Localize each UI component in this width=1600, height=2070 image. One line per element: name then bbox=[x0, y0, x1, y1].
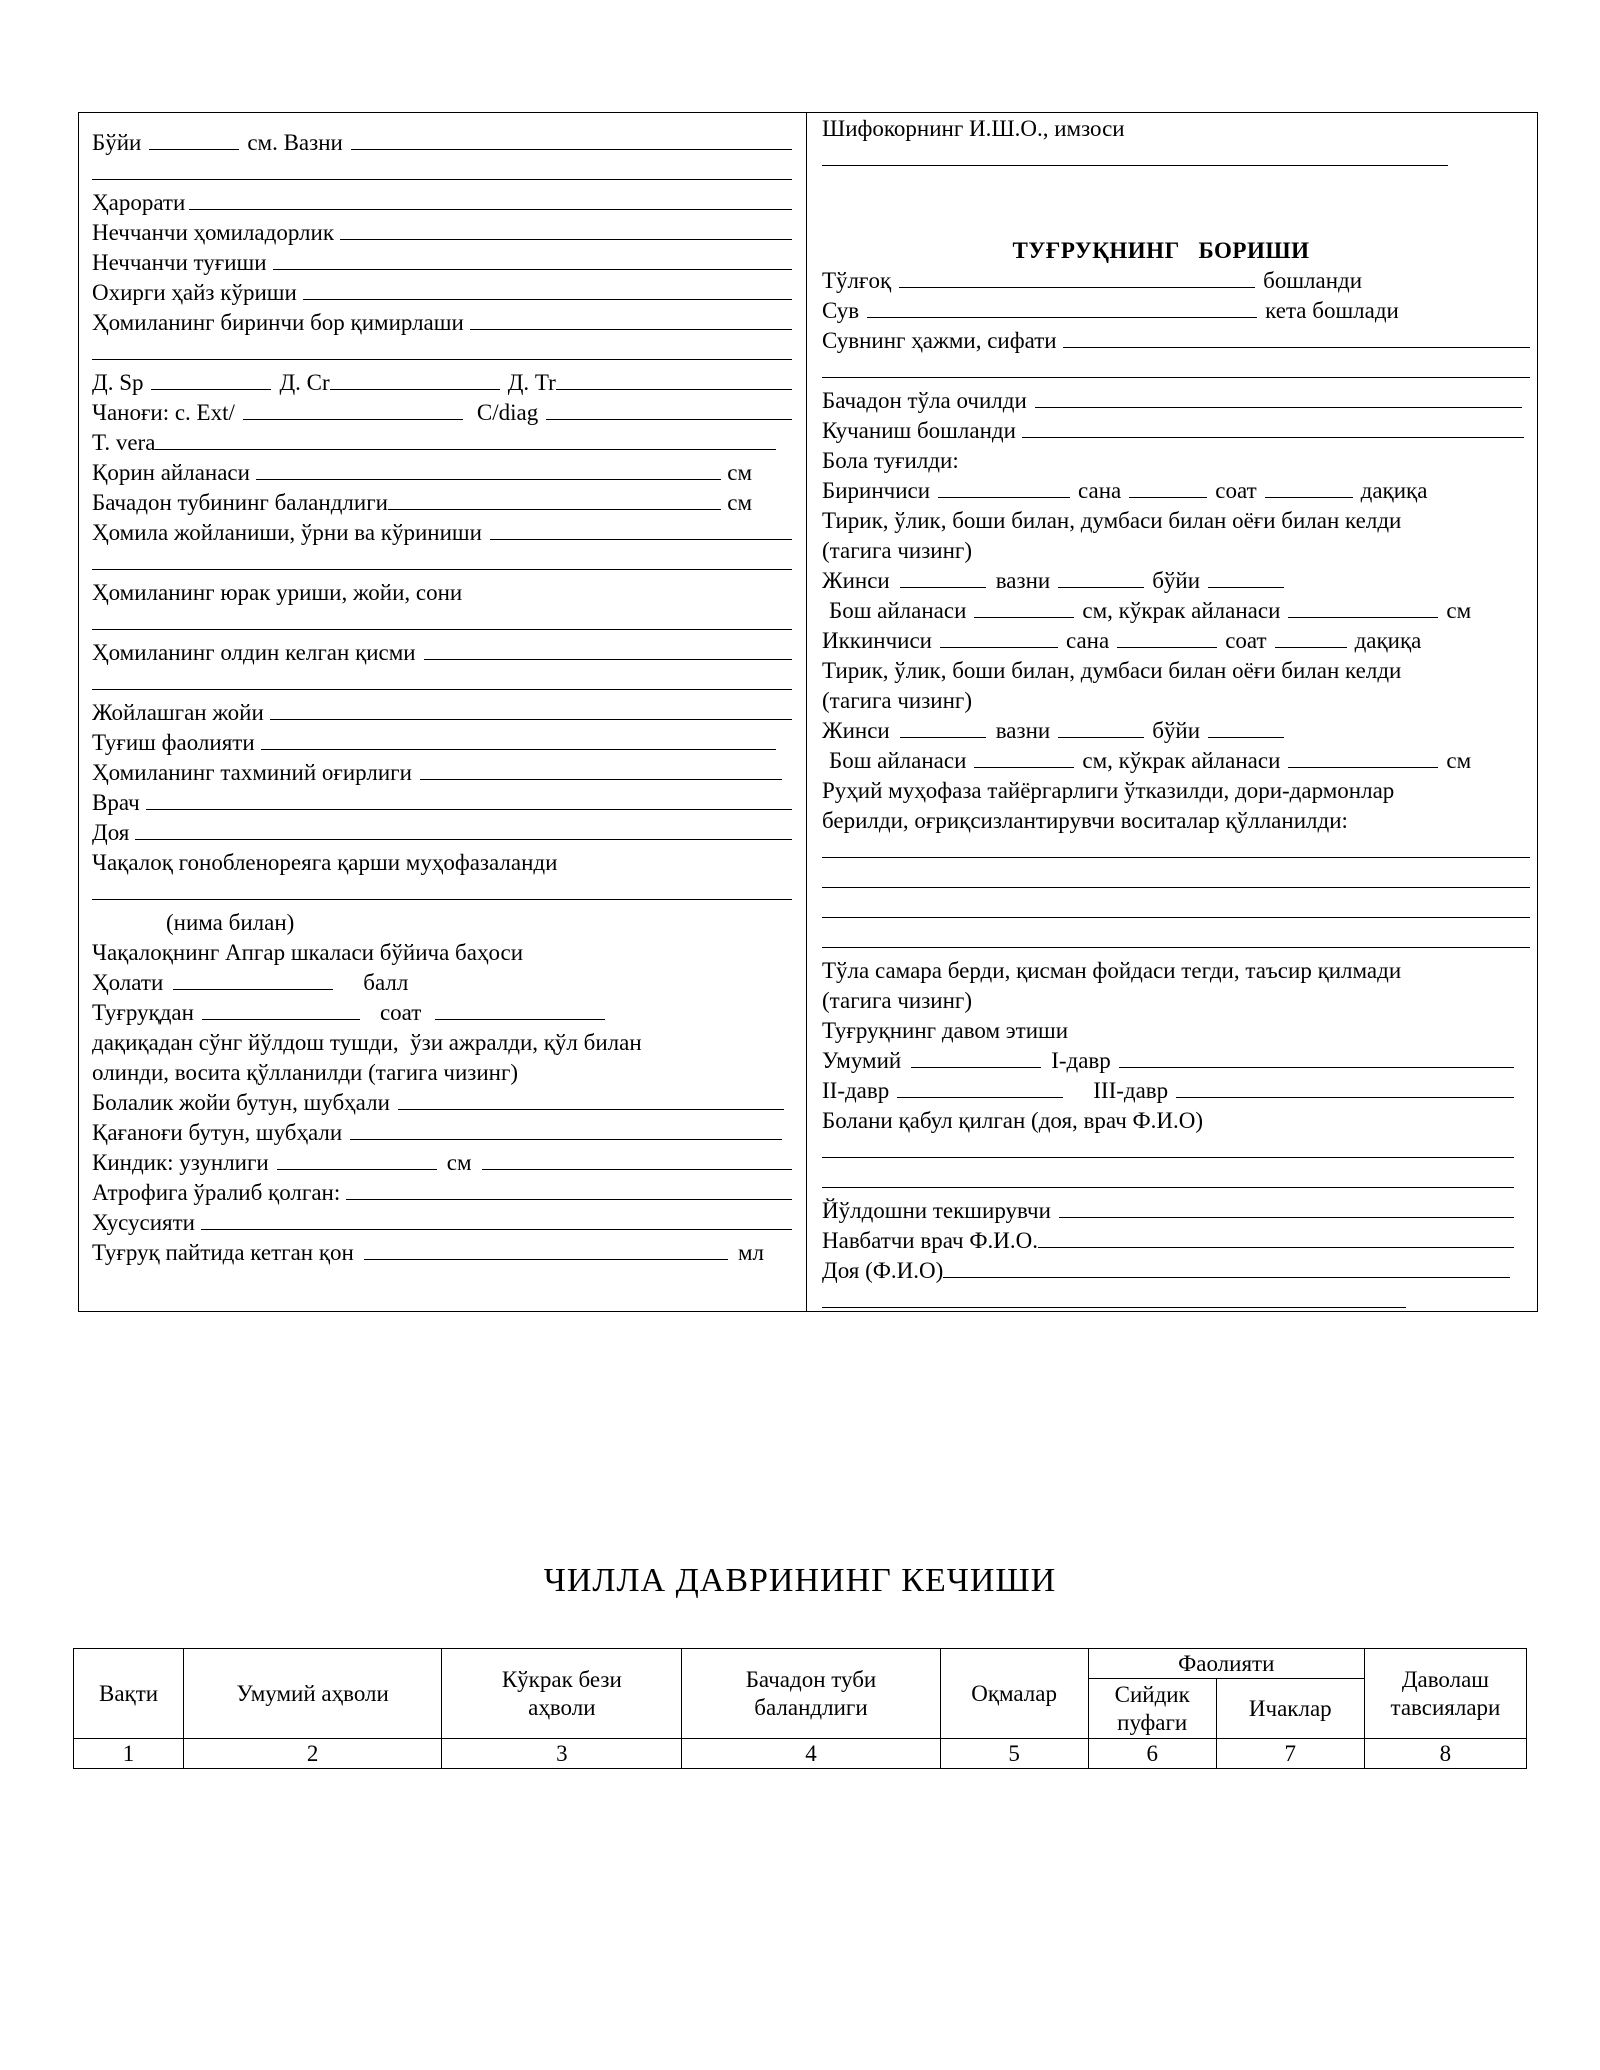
header-uterus-line1: Бачадон туби bbox=[745, 1666, 877, 1692]
water-label: Сув bbox=[822, 298, 860, 323]
header-breast-line1: Кўкрак бези bbox=[501, 1666, 622, 1692]
abdomen-circ-field[interactable] bbox=[256, 458, 721, 480]
temperature-field[interactable] bbox=[189, 188, 792, 210]
unit-ml: мл bbox=[737, 1240, 764, 1265]
first-head-circ-field[interactable] bbox=[974, 596, 1074, 618]
features-field[interactable] bbox=[201, 1208, 792, 1230]
temperature-label: Ҳарорати bbox=[92, 190, 186, 215]
alive-text-line1: Тирик, ўлик, боши билан, думбаси билан оёғи билан келди bbox=[822, 508, 1402, 533]
began-label: бошланди bbox=[1263, 268, 1363, 293]
labor-activity-label: Туғиш фаолияти bbox=[92, 730, 255, 755]
column-number: 3 bbox=[442, 1739, 682, 1769]
unit-cm: см bbox=[727, 460, 752, 485]
placenta-intact-label: Болалик жойи бутун, шубҳали bbox=[92, 1090, 390, 1115]
after-birth-label: Туғруқдан bbox=[92, 1000, 194, 1025]
d-cr-label: Д. Cr bbox=[279, 370, 330, 395]
minute-label: дақиқа bbox=[1360, 478, 1428, 503]
height-weight-row bbox=[92, 128, 792, 158]
duration-label: Туғруқнинг давом этиши bbox=[822, 1018, 1069, 1043]
blank-line[interactable] bbox=[822, 866, 1530, 888]
second-chest-circ-field[interactable] bbox=[1288, 746, 1438, 768]
chest-circ-label: см, кўкрак айланаси bbox=[1082, 748, 1281, 773]
atrophy-label: Атрофига ўралиб қолган: bbox=[92, 1180, 341, 1205]
pelvis-ext-label: Чаноғи: c. Ext/ bbox=[92, 400, 235, 425]
second-height-field[interactable] bbox=[1208, 716, 1284, 738]
column-number: 2 bbox=[184, 1739, 442, 1769]
height-label: Бўйи bbox=[92, 130, 142, 155]
unit-cm: см bbox=[1446, 598, 1472, 623]
c-diag-field[interactable] bbox=[546, 398, 792, 420]
column-number: 7 bbox=[1216, 1739, 1364, 1769]
cord-extra-field[interactable] bbox=[482, 1148, 793, 1170]
first-chest-circ-field[interactable] bbox=[1288, 596, 1438, 618]
header-treatment bbox=[1364, 1649, 1526, 1739]
water-volume-label: Сувнинг ҳажми, сифати bbox=[822, 328, 1057, 353]
alive-text-line2: (тагига чизинг) bbox=[822, 538, 973, 563]
date-label: сана bbox=[1065, 628, 1110, 653]
doctor-sign-label: Шифокорнинг И.Ш.О., имзоси bbox=[822, 116, 1125, 141]
fetus-position-field[interactable] bbox=[490, 518, 792, 540]
gonoblenorrhea-label: Чақалоқ гонобленореяга қарши муҳофазаланди bbox=[92, 850, 558, 875]
header-lochia: Оқмалар bbox=[940, 1649, 1088, 1739]
pregnancy-number-field[interactable] bbox=[340, 218, 792, 240]
blank-line[interactable] bbox=[92, 158, 792, 180]
period1-field[interactable] bbox=[1119, 1046, 1514, 1068]
first-sex-field[interactable] bbox=[900, 566, 986, 588]
placenta-examiner-label: Йўлдошни текширувчи bbox=[822, 1198, 1051, 1223]
baby-born-label: Бола туғилди: bbox=[822, 448, 959, 473]
duty-doctor-label: Навбатчи врач Ф.И.О. bbox=[822, 1228, 1038, 1253]
hour-label: соат bbox=[1225, 628, 1267, 653]
blank-line[interactable] bbox=[822, 1166, 1514, 1188]
weight-field[interactable] bbox=[351, 128, 792, 150]
period2-field[interactable] bbox=[897, 1076, 1063, 1098]
blank-line[interactable] bbox=[822, 1136, 1514, 1158]
blank-line[interactable] bbox=[822, 926, 1530, 948]
column-number: 5 bbox=[940, 1739, 1088, 1769]
membranes-intact-label: Қағаноғи бутун, шубҳали bbox=[92, 1120, 343, 1145]
hour-label: соат bbox=[379, 1000, 422, 1025]
blank-line[interactable] bbox=[822, 896, 1530, 918]
water-volume-field[interactable] bbox=[1063, 326, 1530, 348]
t-vera-field[interactable] bbox=[155, 428, 776, 450]
header-activity: Фаолияти bbox=[1088, 1649, 1364, 1679]
placenta-examiner-field[interactable] bbox=[1059, 1196, 1514, 1218]
second-weight-field[interactable] bbox=[1058, 716, 1144, 738]
placenta-text-line1: дақиқадан сўнг йўлдош тушди, ўзи ажралди, қўл билан bbox=[92, 1030, 642, 1055]
unit-cm: см bbox=[1446, 748, 1472, 773]
apgar-label: Чақалоқнинг Апгар шкаласи бўйича баҳоси bbox=[92, 940, 524, 965]
head-circ-label: Бош айланаси bbox=[829, 748, 967, 773]
period3-field[interactable] bbox=[1176, 1076, 1514, 1098]
doctor-label: Врач bbox=[92, 790, 140, 815]
d-tr-field[interactable] bbox=[556, 368, 792, 390]
header-bladder bbox=[1088, 1679, 1216, 1739]
height-label: бўйи bbox=[1152, 568, 1201, 593]
blank-line[interactable] bbox=[92, 878, 792, 900]
sex-label: Жинси bbox=[822, 718, 890, 743]
weight-label: см. Вазни bbox=[247, 130, 343, 155]
column-number: 8 bbox=[1364, 1739, 1526, 1769]
midwife-name-label: Доя (Ф.И.О) bbox=[822, 1258, 944, 1283]
atrophy-field[interactable] bbox=[346, 1178, 792, 1200]
d-cr-field[interactable] bbox=[330, 368, 500, 390]
column-number: 4 bbox=[682, 1739, 940, 1769]
condition-field[interactable] bbox=[173, 968, 333, 990]
underline-hint: (тагига чизинг) bbox=[822, 988, 973, 1013]
total-field[interactable] bbox=[911, 1046, 1041, 1068]
first-movement-field[interactable] bbox=[470, 308, 792, 330]
condition-label: Ҳолати bbox=[92, 970, 164, 995]
first-baby-label: Биринчиси bbox=[822, 478, 931, 503]
blood-loss-label: Туғруқ пайтида кетган қон bbox=[92, 1240, 354, 1265]
second-baby-label: Иккинчиси bbox=[822, 628, 932, 653]
midwife-label: Доя bbox=[92, 820, 130, 845]
header-treatment-line1: Даволаш bbox=[1401, 1666, 1490, 1692]
header-general: Умумий аҳволи bbox=[184, 1649, 442, 1739]
midwife-name-field[interactable] bbox=[943, 1256, 1510, 1278]
membranes-intact-field[interactable] bbox=[350, 1118, 782, 1140]
blank-line[interactable] bbox=[92, 668, 792, 690]
last-period-label: Охирги ҳайз кўриши bbox=[92, 280, 297, 305]
postpartum-title: ЧИЛЛА ДАВРИНИНГ КЕЧИШИ bbox=[543, 1562, 1057, 1599]
alive-text-line2: (тагига чизинг) bbox=[822, 688, 973, 713]
with-what-hint: (нима билан) bbox=[166, 910, 295, 935]
first-date-field[interactable] bbox=[1129, 476, 1207, 498]
effect-text: Тўла самара берди, қисман фойдаси тегди, таъсир қилмади bbox=[822, 958, 1402, 983]
unit-cm: см bbox=[727, 490, 752, 515]
placenta-text-line2: олинди, восита қўлланилди (тагига чизинг) bbox=[92, 1060, 519, 1085]
heartbeat-label: Ҳомиланинг юрак уриши, жойи, сони bbox=[92, 580, 463, 605]
blank-line[interactable] bbox=[92, 548, 792, 570]
header-uterus bbox=[682, 1649, 940, 1739]
header-uterus-line2: баландлиги bbox=[754, 1694, 868, 1720]
contractions-label: Тўлғоқ bbox=[822, 268, 892, 293]
height-label: бўйи bbox=[1152, 718, 1201, 743]
left-column bbox=[92, 114, 792, 1268]
cord-length-field[interactable] bbox=[277, 1148, 437, 1170]
placenta-intact-field[interactable] bbox=[398, 1088, 784, 1110]
postpartum-table bbox=[73, 1648, 1527, 1769]
blank-line[interactable] bbox=[92, 338, 792, 360]
after-birth-hour-field[interactable] bbox=[202, 998, 360, 1020]
water-began-label: кета бошлади bbox=[1265, 298, 1399, 323]
header-time: Вақти bbox=[74, 1649, 184, 1739]
blood-loss-field[interactable] bbox=[364, 1238, 728, 1260]
pelvis-ext-field[interactable] bbox=[243, 398, 463, 420]
doctor-sign-field[interactable] bbox=[822, 144, 1448, 166]
head-circ-label: Бош айланаси bbox=[829, 598, 967, 623]
presenting-part-field[interactable] bbox=[424, 638, 792, 660]
header-bowel: Ичаклар bbox=[1216, 1679, 1364, 1739]
second-head-circ-field[interactable] bbox=[974, 746, 1074, 768]
first-height-field[interactable] bbox=[1208, 566, 1284, 588]
first-baby-field[interactable] bbox=[938, 476, 1070, 498]
water-field[interactable] bbox=[867, 296, 1257, 318]
first-movement-label: Ҳомиланинг биринчи бор қимирлаши bbox=[92, 310, 464, 335]
presenting-part-label: Ҳомиланинг олдин келган қисми bbox=[92, 640, 416, 665]
pushing-began-field[interactable] bbox=[1022, 416, 1524, 438]
second-hour-field[interactable] bbox=[1275, 626, 1347, 648]
header-breast bbox=[442, 1649, 682, 1739]
header-breast-line2: аҳволи bbox=[528, 1694, 596, 1720]
blank-line[interactable] bbox=[822, 1286, 1406, 1308]
uterus-height-field[interactable] bbox=[388, 488, 721, 510]
uterus-height-label: Бачадон тубининг баландлиги bbox=[92, 490, 388, 515]
weight-label: вазни bbox=[995, 718, 1051, 743]
estimated-weight-field[interactable] bbox=[420, 758, 782, 780]
sex-label: Жинси bbox=[822, 568, 890, 593]
last-period-field[interactable] bbox=[303, 278, 792, 300]
column-number: 6 bbox=[1088, 1739, 1216, 1769]
psycho-text-line2: берилди, оғриқсизлантирувчи воситалар қўлланилди: bbox=[822, 808, 1348, 833]
t-vera-label: T. vera bbox=[92, 430, 156, 455]
period2-label: II-давр bbox=[822, 1078, 890, 1103]
period1-label: I-давр bbox=[1051, 1048, 1111, 1073]
second-date-field[interactable] bbox=[1117, 626, 1217, 648]
alive-text-line1: Тирик, ўлик, боши билан, думбаси билан оёғи билан келди bbox=[822, 658, 1402, 683]
second-sex-field[interactable] bbox=[900, 716, 986, 738]
date-label: сана bbox=[1078, 478, 1122, 503]
doctor-field[interactable] bbox=[146, 788, 792, 810]
blank-line[interactable] bbox=[92, 608, 792, 630]
psycho-text-line1: Руҳий муҳофаза тайёргарлиги ўтказилди, дори-дармонлар bbox=[822, 778, 1395, 803]
hour-label: соат bbox=[1215, 478, 1257, 503]
total-label: Умумий bbox=[822, 1048, 902, 1073]
minute-label: дақиқа bbox=[1354, 628, 1422, 653]
cord-length-label: Киндик: узунлиги bbox=[92, 1150, 269, 1175]
midwife-field[interactable] bbox=[135, 818, 792, 840]
duty-doctor-field[interactable] bbox=[1038, 1226, 1514, 1248]
birth-number-label: Неччанчи туғиши bbox=[92, 250, 267, 275]
blank-line[interactable] bbox=[822, 356, 1530, 378]
cervix-open-label: Бачадон тўла очилди bbox=[822, 388, 1027, 413]
contractions-field[interactable] bbox=[899, 266, 1255, 288]
received-by-label: Болани қабул қилган (доя, врач Ф.И.О) bbox=[822, 1108, 1204, 1133]
estimated-weight-label: Ҳомиланинг тахминий оғирлиги bbox=[92, 760, 412, 785]
chest-circ-label: см, кўкрак айланаси bbox=[1082, 598, 1281, 623]
table-number-row bbox=[74, 1739, 1527, 1769]
cervix-open-field[interactable] bbox=[1035, 386, 1522, 408]
column-divider bbox=[806, 112, 807, 1312]
blank-line[interactable] bbox=[822, 836, 1530, 858]
first-hour-field[interactable] bbox=[1265, 476, 1353, 498]
features-label: Хусусияти bbox=[92, 1210, 195, 1235]
after-birth-minute-field[interactable] bbox=[435, 998, 605, 1020]
location-field[interactable] bbox=[270, 698, 792, 720]
right-column bbox=[822, 114, 1530, 1316]
column-number: 1 bbox=[74, 1739, 184, 1769]
d-sp-field[interactable] bbox=[151, 368, 271, 390]
location-label: Жойлашган жойи bbox=[92, 700, 264, 725]
height-field[interactable] bbox=[149, 128, 239, 150]
labor-course-heading: ТУҒРУҚНИНГ БОРИШИ bbox=[1012, 238, 1310, 263]
points-label: балл bbox=[363, 970, 409, 995]
fetus-position-label: Ҳомила жойланиши, ўрни ва кўриниши bbox=[92, 520, 482, 545]
pushing-began-label: Кучаниш бошланди bbox=[822, 418, 1016, 443]
second-baby-field[interactable] bbox=[940, 626, 1058, 648]
weight-label: вазни bbox=[995, 568, 1051, 593]
header-treatment-line2: тавсиялари bbox=[1390, 1694, 1501, 1720]
birth-number-field[interactable] bbox=[273, 248, 792, 270]
abdomen-circ-label: Қорин айланаси bbox=[92, 460, 250, 485]
c-diag-label: C/diag bbox=[476, 400, 539, 425]
d-tr-label: Д. Tr bbox=[507, 370, 556, 395]
header-bladder-line1: Сийдик bbox=[1114, 1681, 1190, 1707]
unit-cm: см bbox=[446, 1150, 472, 1175]
labor-activity-field[interactable] bbox=[261, 728, 776, 750]
pregnancy-number-label: Неччанчи ҳомиладорлик bbox=[92, 220, 334, 245]
first-weight-field[interactable] bbox=[1058, 566, 1144, 588]
d-sp-label: Д. Sp bbox=[92, 370, 144, 395]
period3-label: III-давр bbox=[1093, 1078, 1169, 1103]
header-bladder-line2: пуфаги bbox=[1117, 1709, 1188, 1735]
